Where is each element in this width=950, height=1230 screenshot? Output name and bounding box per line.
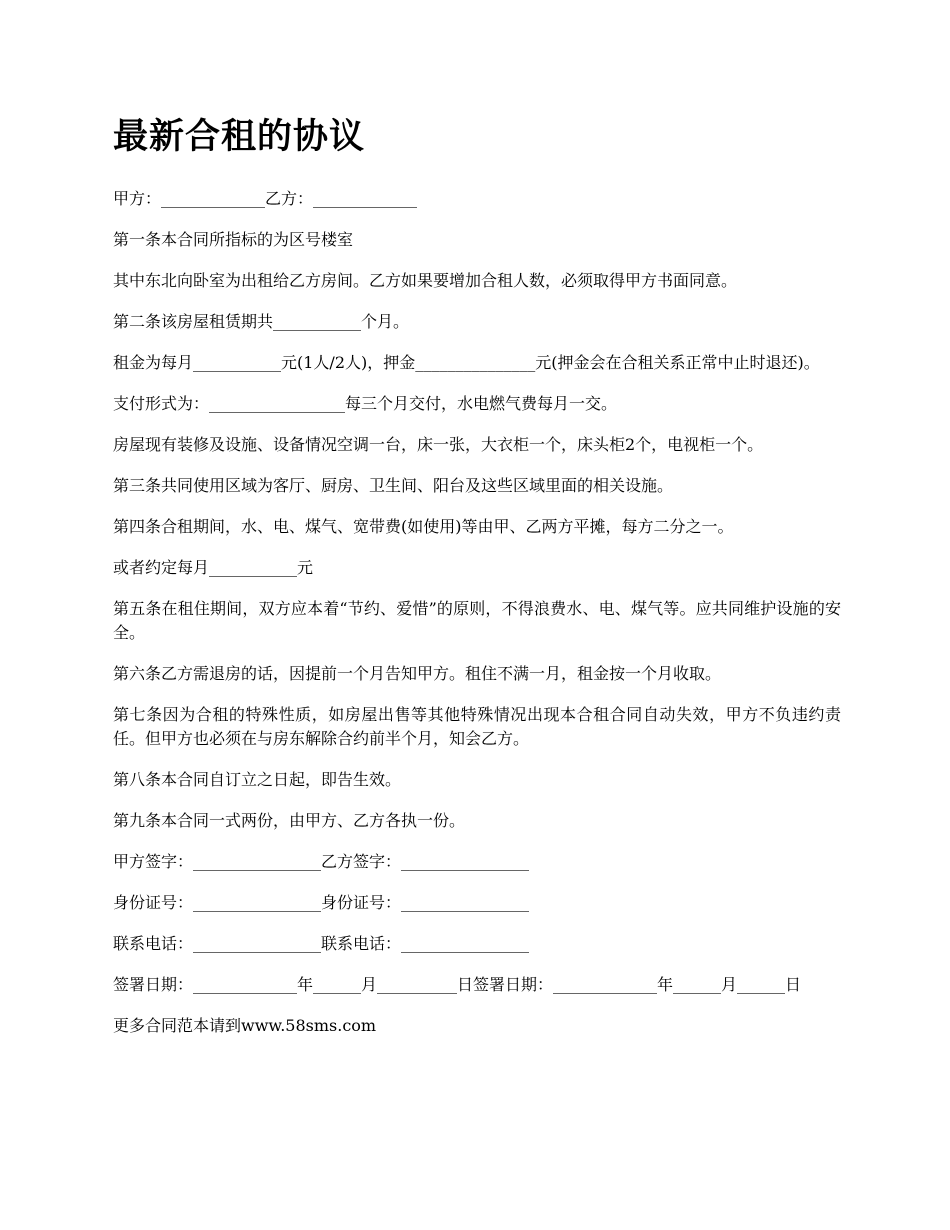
clause-5: 第五条在租住期间，双方应本着“节约、爱惜”的原则，不得浪费水、电、煤气等。应共同维护设施的安全。: [113, 599, 841, 642]
rent-deposit: 租金为每月___________元(1人/2人)，押金_______________元(押金会在合租关系正常中止时退还)。: [113, 353, 820, 372]
id-number-line: 身份证号：________________身份证号：________________: [113, 893, 530, 912]
clause-4-alt: 或者约定每月___________元: [113, 558, 314, 577]
clause-9: 第九条本合同一式两份，由甲方、乙方各执一份。: [113, 811, 466, 830]
clause-3: 第三条共同使用区域为客厅、厨房、卫生间、阳台及这些区域里面的相关设施。: [113, 476, 674, 495]
clause-7: 第七条因为合租的特殊性质，如房屋出售等其他特殊情况出现本合租合同自动失效，甲方不负违约责任。但甲方也必须在与房东解除合约前半个月，知会乙方。: [113, 705, 841, 748]
clause-6: 第六条乙方需退房的话，因提前一个月告知甲方。租住不满一月，租金按一个月收取。: [113, 664, 722, 683]
facilities: 房屋现有装修及设施、设备情况空调一台，床一张，大衣柜一个，床头柜2个，电视柜一个。: [113, 435, 764, 454]
party-line: 甲方：_____________乙方：_____________: [113, 189, 418, 208]
clause-1: 第一条本合同所指标的为区号楼室: [113, 230, 354, 249]
clause-1-detail: 其中东北向卧室为出租给乙方房间。乙方如果要增加合租人数，必须取得甲方书面同意。: [113, 271, 738, 290]
clause-2: 第二条该房屋租赁期共___________个月。: [113, 312, 410, 331]
document-page: [113, 112, 841, 1055]
payment-method: 支付形式为：_________________每三个月交付，水电燃气费每月一交。: [113, 394, 618, 413]
sign-date-line: 签署日期：_____________年______月__________日签署日期：_____________年______月______日: [113, 975, 802, 994]
clause-8: 第八条本合同自订立之日起，即告生效。: [113, 770, 402, 789]
clause-4: 第四条合租期间，水、电、煤气、宽带费(如使用)等由甲、乙两方平摊，每方二分之一。: [113, 517, 734, 536]
document-title: 最新合租的协议: [113, 116, 366, 157]
phone-line: 联系电话：________________联系电话：________________: [113, 934, 530, 953]
signature-line: 甲方签字：________________乙方签字：________________: [113, 852, 530, 871]
footer-link-text: 更多合同范本请到www.58sms.com: [113, 1016, 377, 1035]
